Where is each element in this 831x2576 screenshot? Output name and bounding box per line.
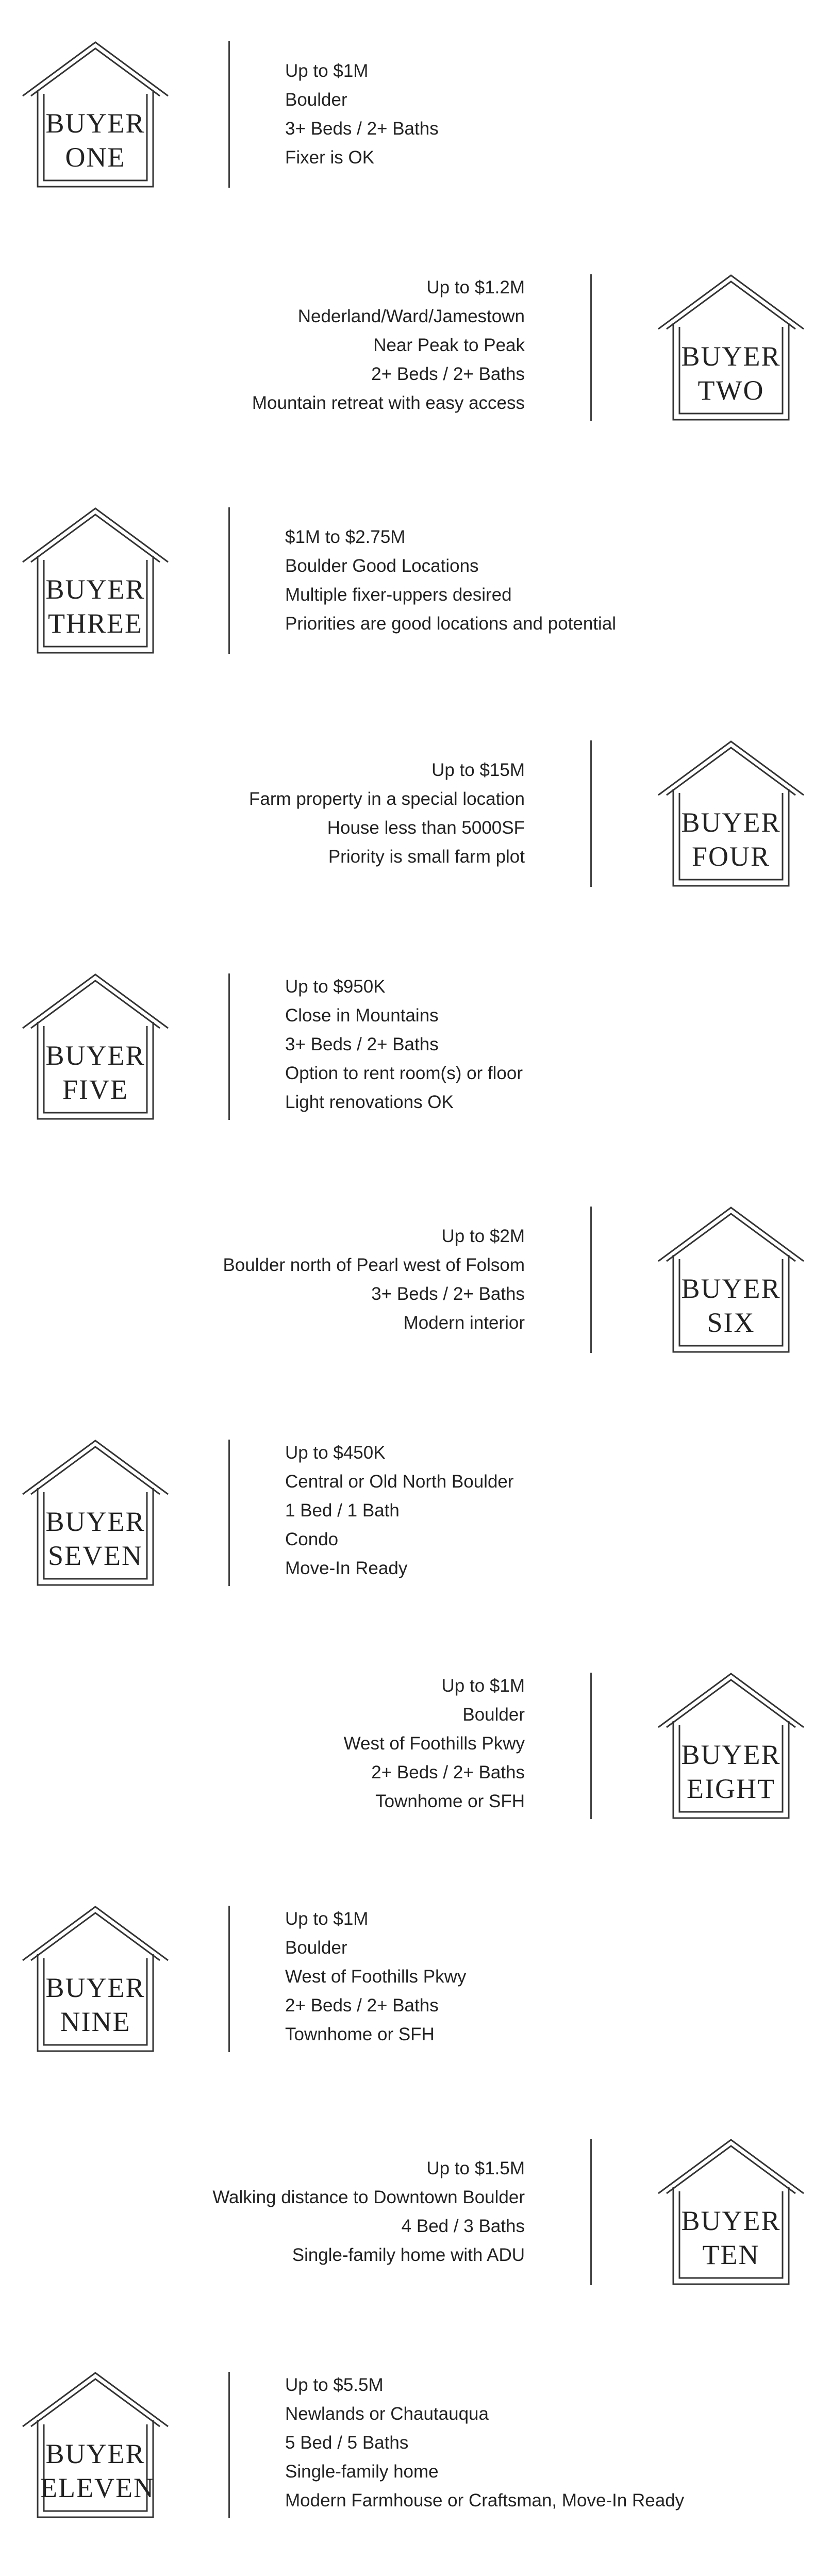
detail-line: Up to $1M — [285, 61, 369, 81]
detail-line: Condo — [285, 1529, 339, 1549]
detail-line: 5 Bed / 5 Baths — [285, 2433, 409, 2453]
house-icon — [656, 1672, 806, 1821]
detail-line: Nederland/Ward/Jamestown — [297, 306, 525, 326]
buyer-title-line1: BUYER — [45, 2438, 145, 2469]
divider — [228, 1440, 230, 1586]
detail-line: Up to $950K — [285, 977, 386, 997]
buyer-title-line1: BUYER — [681, 807, 781, 838]
buyer-card-two — [0, 273, 831, 423]
house-icon — [21, 972, 170, 1122]
detail-line: West of Foothills Pkwy — [285, 1967, 467, 1987]
divider — [228, 41, 230, 188]
buyer-title — [40, 106, 151, 174]
detail-line: Newlands or Chautauqua — [285, 2404, 489, 2424]
detail-line: Move-In Ready — [285, 1558, 408, 1578]
detail-line: 1 Bed / 1 Bath — [285, 1500, 400, 1521]
house-icon — [21, 506, 170, 656]
divider — [228, 507, 230, 654]
buyer-card-six — [0, 1206, 831, 1355]
house-icon — [21, 1439, 170, 1588]
detail-line: Mountain retreat with easy access — [252, 393, 525, 413]
buyer-details — [285, 1905, 466, 2049]
detail-line: Boulder north of Pearl west of Folsom — [223, 1255, 525, 1275]
detail-line: Townhome or SFH — [375, 1791, 525, 1811]
buyer-title-line1: BUYER — [681, 1739, 781, 1770]
buyer-details — [212, 2154, 525, 2270]
detail-line: Multiple fixer-uppers desired — [285, 585, 512, 605]
detail-line: $1M to $2.75M — [285, 527, 406, 547]
buyer-title — [40, 1038, 151, 1107]
buyer-details — [285, 57, 439, 172]
buyer-details — [252, 273, 525, 418]
buyer-details — [285, 972, 523, 1117]
buyer-title-line2: NINE — [60, 2006, 131, 2037]
buyer-title-line2: ELEVEN — [40, 2472, 155, 2503]
buyer-title — [40, 2437, 155, 2505]
detail-line: Single-family home with ADU — [292, 2245, 525, 2265]
buyer-details — [285, 1439, 514, 1583]
detail-line: Up to $5.5M — [285, 2375, 384, 2395]
detail-line: Fixer is OK — [285, 147, 375, 168]
buyer-details — [285, 2371, 684, 2515]
detail-line: Up to $1.5M — [426, 2158, 525, 2178]
divider — [228, 2372, 230, 2518]
buyer-title-line2: EIGHT — [687, 1773, 775, 1804]
house-icon — [21, 1905, 170, 2054]
house-icon — [656, 739, 806, 889]
buyer-card-three — [0, 506, 831, 656]
divider — [590, 2139, 592, 2285]
buyer-title-line1: BUYER — [681, 341, 781, 372]
buyer-title-line2: TEN — [702, 2239, 760, 2270]
buyer-title-line1: BUYER — [45, 108, 145, 139]
detail-line: West of Foothills Pkwy — [343, 1733, 525, 1754]
divider — [590, 274, 592, 421]
buyer-title-line2: ONE — [65, 142, 126, 173]
buyer-title — [676, 805, 786, 873]
buyer-title-line2: TWO — [697, 375, 764, 406]
house-icon — [21, 40, 170, 190]
buyer-card-seven — [0, 1439, 831, 1588]
house-icon — [656, 1206, 806, 1355]
detail-line: Up to $1M — [441, 1676, 525, 1696]
buyer-title — [40, 1971, 151, 2039]
detail-line: Light renovations OK — [285, 1092, 454, 1112]
buyer-title-line2: SIX — [707, 1307, 755, 1338]
buyer-card-five — [0, 972, 831, 1122]
house-icon — [656, 2138, 806, 2287]
detail-line: Up to $15M — [431, 760, 525, 780]
detail-line: Modern interior — [403, 1313, 525, 1333]
detail-line: Option to rent room(s) or floor — [285, 1063, 523, 1083]
buyer-title-line2: THREE — [48, 608, 143, 639]
divider — [228, 973, 230, 1120]
buyer-details — [285, 523, 616, 638]
detail-line: Up to $450K — [285, 1443, 386, 1463]
buyer-title-line1: BUYER — [681, 2205, 781, 2236]
buyer-title-line1: BUYER — [45, 1040, 145, 1071]
buyer-card-eight — [0, 1672, 831, 1821]
detail-line: House less than 5000SF — [327, 818, 525, 838]
divider — [590, 1673, 592, 1819]
buyer-title-line1: BUYER — [45, 1972, 145, 2003]
buyer-details — [249, 756, 525, 871]
detail-line: 2+ Beds / 2+ Baths — [371, 1762, 525, 1782]
buyer-title-line2: SEVEN — [48, 1540, 143, 1571]
buyer-title-line2: FOUR — [691, 841, 771, 872]
detail-line: 3+ Beds / 2+ Baths — [371, 1284, 525, 1304]
buyer-title-line1: BUYER — [681, 1273, 781, 1304]
detail-line: 3+ Beds / 2+ Baths — [285, 1034, 439, 1054]
buyer-title-line1: BUYER — [45, 574, 145, 605]
detail-line: Central or Old North Boulder — [285, 1472, 514, 1492]
buyer-card-ten — [0, 2138, 831, 2287]
detail-line: Townhome or SFH — [285, 2024, 435, 2044]
detail-line: Up to $2M — [441, 1226, 525, 1246]
detail-line: Priority is small farm plot — [328, 847, 525, 867]
detail-line: Boulder — [462, 1705, 525, 1725]
divider — [590, 1207, 592, 1353]
detail-line: 2+ Beds / 2+ Baths — [285, 1995, 439, 2016]
detail-line: Boulder — [285, 1938, 347, 1958]
detail-line: 4 Bed / 3 Baths — [401, 2216, 525, 2236]
divider — [590, 740, 592, 887]
detail-line: Up to $1.2M — [426, 277, 525, 298]
buyer-title — [676, 1738, 786, 1806]
detail-line: Priorities are good locations and potential — [285, 614, 617, 634]
buyer-card-eleven — [0, 2371, 831, 2520]
detail-line: 2+ Beds / 2+ Baths — [371, 364, 525, 384]
detail-line: Near Peak to Peak — [373, 335, 525, 355]
buyer-title — [676, 2204, 786, 2272]
detail-line: Close in Mountains — [285, 1005, 439, 1026]
buyer-card-one — [0, 40, 831, 190]
detail-line: Walking distance to Downtown Boulder — [212, 2187, 525, 2207]
detail-line: Farm property in a special location — [249, 789, 525, 809]
detail-line: Boulder — [285, 90, 347, 110]
detail-line: 3+ Beds / 2+ Baths — [285, 119, 439, 139]
buyer-title-line1: BUYER — [45, 1506, 145, 1537]
buyer-card-nine — [0, 1905, 831, 2054]
buyer-title — [676, 1272, 786, 1340]
buyer-details — [344, 1672, 525, 1816]
detail-line: Boulder Good Locations — [285, 556, 479, 576]
detail-line: Up to $1M — [285, 1909, 369, 1929]
detail-line: Modern Farmhouse or Craftsman, Move-In Ready — [285, 2490, 685, 2511]
detail-line: Single-family home — [285, 2462, 439, 2482]
buyer-title — [40, 1505, 151, 1573]
divider — [228, 1906, 230, 2052]
house-icon — [21, 2371, 170, 2520]
buyer-card-four — [0, 739, 831, 889]
buyer-title — [40, 572, 151, 640]
buyer-details — [223, 1222, 525, 1337]
buyer-title-line2: FIVE — [62, 1074, 128, 1105]
house-icon — [656, 273, 806, 423]
buyer-title — [676, 339, 786, 407]
